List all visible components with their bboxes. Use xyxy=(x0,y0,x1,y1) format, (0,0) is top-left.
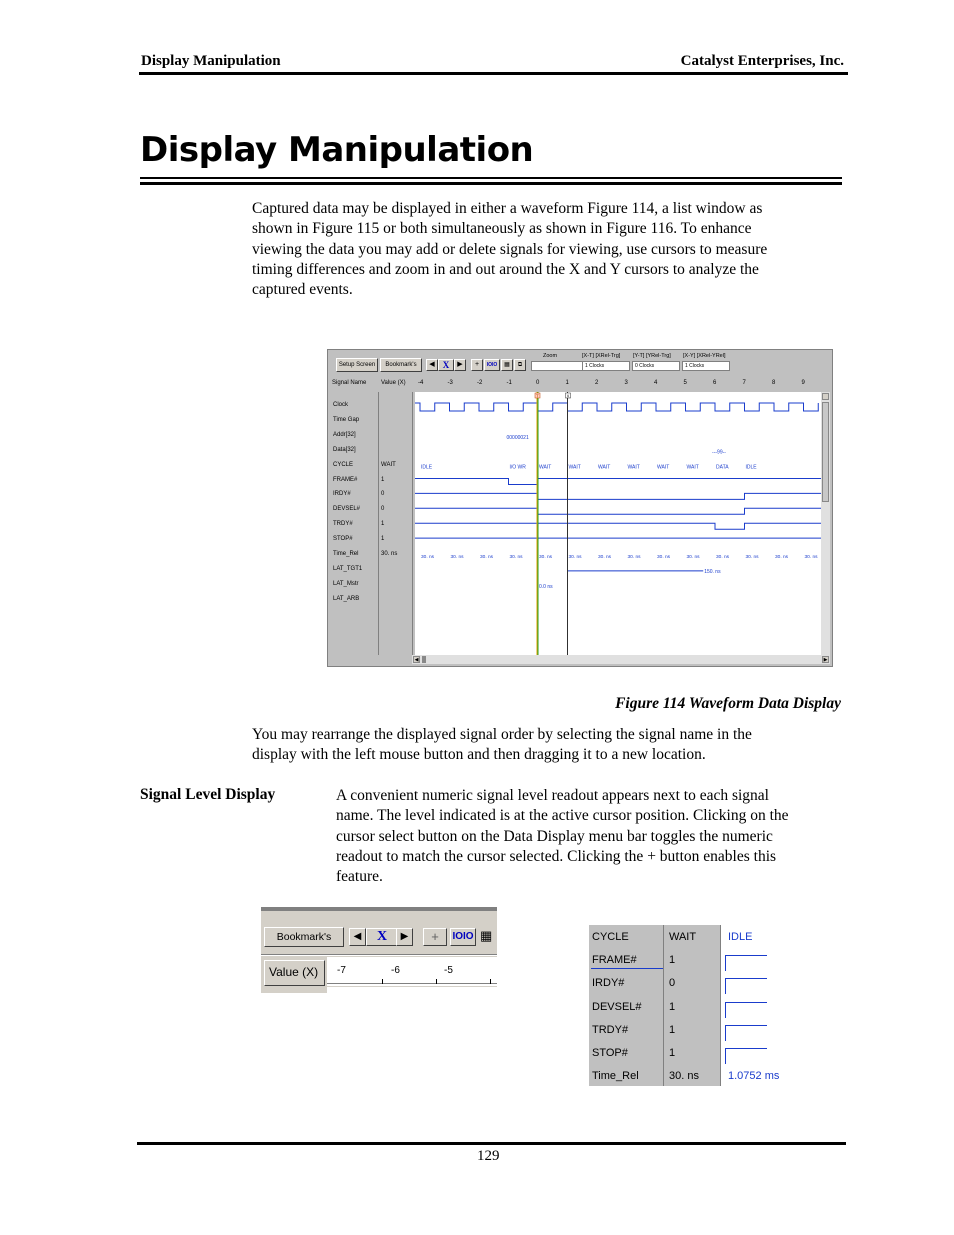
lat-tgt-label: 150. ns xyxy=(704,568,721,575)
ruler-tick: 1 xyxy=(565,380,569,386)
signal-value: 30. ns xyxy=(381,551,398,557)
waveform-plot[interactable] xyxy=(415,392,821,655)
readout-signal-name: IRDY# xyxy=(592,977,625,990)
signal-name[interactable]: STOP# xyxy=(333,536,353,543)
measure-header-yt: [Y-T] [YRel-Trg] xyxy=(633,353,671,359)
time-rel-label: 30. ns xyxy=(568,555,582,560)
readout-trace xyxy=(725,1025,767,1041)
readout-plot-label: 1.0752 ms xyxy=(728,1070,780,1083)
scroll-left-icon[interactable]: ◀ xyxy=(414,657,419,663)
signal-value: WAIT xyxy=(381,461,396,468)
section-line: cursor select button on the Data Display menu bar toggles the numeric xyxy=(336,827,773,845)
footer-rule xyxy=(137,1142,846,1145)
vertical-scrollbar[interactable] xyxy=(821,392,830,655)
cycle-label: IDLE xyxy=(745,464,757,471)
measure-yt-value: 0 Clocks xyxy=(632,361,680,371)
irdy-trace xyxy=(415,493,821,499)
readout-plot-label: IDLE xyxy=(728,931,753,943)
signal-name[interactable]: LAT_Mstr xyxy=(333,580,359,587)
header-left: Display Manipulation xyxy=(141,53,281,69)
readout-trace xyxy=(725,1002,767,1018)
grid-icon[interactable]: ▦ xyxy=(480,928,497,944)
ruler-tick: 3 xyxy=(624,380,628,386)
waveform-svg xyxy=(415,392,821,655)
next-arrow-icon[interactable]: ▶ xyxy=(454,359,466,371)
header-right: Catalyst Enterprises, Inc. xyxy=(680,53,844,69)
time-rel-label: 30. ns xyxy=(775,555,789,560)
scroll-right-icon[interactable]: ▶ xyxy=(823,657,828,663)
section-line: A convenient numeric signal level readout appears next to each signal xyxy=(336,787,769,804)
time-rel-label: 30. ns xyxy=(716,555,730,560)
value-header: Value (X) xyxy=(264,960,325,986)
cycle-label: WAIT xyxy=(627,464,640,471)
title-rule-1 xyxy=(140,177,842,179)
readout-signal-value: 1 xyxy=(669,1023,676,1036)
waveform-toolbar xyxy=(331,353,829,377)
cycle-label: WAIT xyxy=(657,464,670,471)
page-number: 129 xyxy=(477,1148,500,1164)
readout-signal-name: Time_Rel xyxy=(592,1070,639,1083)
readout-signal-value: 1 xyxy=(669,1047,676,1059)
cursor-select-button[interactable]: X xyxy=(366,928,398,946)
cycle-label: DATA xyxy=(716,464,729,471)
signal-name[interactable]: Addr[32] xyxy=(333,431,356,438)
signal-name-header: Signal Name xyxy=(332,380,367,386)
time-rel-label: 30. ns xyxy=(686,555,700,560)
rearrange-line: display with the left mouse button and then dragging it to a new location. xyxy=(252,746,706,764)
vertical-scroll-thumb[interactable] xyxy=(822,402,829,502)
x-cursor-label: X xyxy=(566,393,570,399)
readout-signal-name: STOP# xyxy=(592,1047,628,1059)
bookmarks-button[interactable]: Bookmark's xyxy=(380,358,422,372)
rearrange-paragraph xyxy=(252,725,752,766)
readout-trace xyxy=(725,955,767,971)
signal-name[interactable]: Time_Rel xyxy=(333,551,359,557)
rearrange-line: You may rearrange the displayed signal order by selecting the signal name in the xyxy=(252,726,752,743)
signal-name[interactable]: FRAME# xyxy=(333,476,358,483)
cycle-label: I/O WR xyxy=(509,464,526,471)
prev-arrow-icon[interactable]: ◀ xyxy=(349,928,366,946)
time-rel-label: 30. ns xyxy=(509,555,523,560)
signal-name[interactable]: Clock xyxy=(333,402,349,408)
addr-label: 00000021 xyxy=(506,434,529,441)
time-rel-label: 30. ns xyxy=(539,555,553,560)
ruler-tick: 8 xyxy=(772,380,776,386)
signal-value: 0 xyxy=(381,491,385,498)
ruler-tick: 6 xyxy=(713,380,717,386)
header-rule xyxy=(139,72,848,75)
ruler-tick: -2 xyxy=(477,380,483,386)
signal-name[interactable]: IRDY# xyxy=(333,491,351,498)
measure-header-xt: [X-T] [XRel-Trg] xyxy=(582,353,621,359)
signal-name[interactable]: LAT_ARB xyxy=(333,595,360,602)
section-label: Signal Level Display xyxy=(140,786,276,803)
bookmarks-button[interactable]: Bookmark's xyxy=(264,927,344,947)
value-header: Value (X) xyxy=(381,380,406,386)
value-column xyxy=(379,392,413,655)
signal-name[interactable]: Time Gap xyxy=(333,416,360,423)
waveform-window xyxy=(327,349,833,667)
next-arrow-icon[interactable]: ▶ xyxy=(396,928,413,946)
ruler-tick: 2 xyxy=(595,380,599,386)
zoom-label: Zoom xyxy=(543,353,558,359)
readout-signal-value: 30. ns xyxy=(669,1070,699,1083)
setup-screen-button[interactable]: Setup Screen xyxy=(336,358,378,372)
intro-line: timing differences and zoom in and out around the X and Y cursors to analyze the xyxy=(252,260,759,278)
trigger-cursor-label: T xyxy=(536,393,539,399)
horizontal-scroll-thumb[interactable] xyxy=(422,656,426,663)
section-paragraph xyxy=(336,786,789,887)
measure-header-xy: [X-Y] [XRel-YRel] xyxy=(683,353,726,359)
signal-name[interactable]: TRDY# xyxy=(333,521,353,528)
readout-signal-value: WAIT xyxy=(669,931,697,943)
readout-trace xyxy=(725,1048,767,1064)
prev-arrow-icon[interactable]: ◀ xyxy=(426,359,438,371)
window-icon[interactable]: ⧉ xyxy=(514,359,526,371)
signal-name[interactable]: CYCLE xyxy=(333,461,354,468)
readout-signal-name: CYCLE xyxy=(592,931,629,943)
intro-paragraph xyxy=(252,199,767,300)
readout-trace xyxy=(725,978,767,994)
add-plus-icon[interactable]: + xyxy=(423,928,447,946)
time-rel-label: 30. ns xyxy=(480,555,494,560)
readout-signal-name: DEVSEL# xyxy=(592,1000,642,1013)
zoom-select[interactable] xyxy=(531,361,583,371)
intro-line: captured events. xyxy=(252,281,353,299)
signal-name[interactable]: Data[32] xyxy=(333,446,356,453)
signal-name-column[interactable] xyxy=(331,392,379,655)
title-rule-2 xyxy=(140,182,842,185)
ruler-tick: -5 xyxy=(444,965,453,976)
time-rel-label: 30. ns xyxy=(450,555,464,560)
cycle-label: WAIT xyxy=(598,464,611,471)
readout-signal-value: 0 xyxy=(669,977,676,990)
signal-value: 1 xyxy=(381,476,385,483)
grid-icon[interactable]: ▦ xyxy=(501,359,513,371)
figure-caption: Figure 114 Waveform Data Display xyxy=(615,695,841,712)
ruler-tick: -6 xyxy=(391,965,400,976)
ruler-tick: -7 xyxy=(337,965,346,976)
add-plus-icon[interactable]: + xyxy=(471,359,483,371)
clock-trace xyxy=(415,403,818,411)
ruler-tick: -1 xyxy=(506,380,512,386)
section-line: readout to match the cursor selected. Clicking the + button enables this xyxy=(336,847,777,865)
ruler-tick: 5 xyxy=(683,380,687,386)
time-rel-label: 30. ns xyxy=(657,555,671,560)
toolbar-crop xyxy=(261,907,497,993)
ruler-tick: 7 xyxy=(742,380,746,386)
cycle-label: WAIT xyxy=(568,464,581,471)
readout-signal-name: FRAME# xyxy=(592,954,637,967)
signal-value: 1 xyxy=(381,536,385,543)
ruler-tick: -3 xyxy=(447,380,453,386)
readout-signal-value: 1 xyxy=(669,1000,676,1013)
data-label: ---99-- xyxy=(712,449,726,456)
time-rel-label: 30. ns xyxy=(804,555,818,560)
devsel-trace xyxy=(415,508,821,514)
lat-mstr-label: 0.0 ns xyxy=(539,583,553,590)
time-ruler xyxy=(327,957,497,986)
signal-name[interactable]: DEVSEL# xyxy=(333,506,361,513)
numeric-readout-icon[interactable]: IOIO xyxy=(484,359,500,371)
measure-xy-value: 1 Clocks xyxy=(682,361,730,371)
ruler-tick: 0 xyxy=(536,380,540,386)
cycle-label: IDLE xyxy=(421,464,433,471)
cursor-select-button[interactable]: X xyxy=(438,359,454,371)
time-rel-label: 30. ns xyxy=(627,555,641,560)
intro-line: Captured data may be displayed in either a waveform Figure 114, a list window as xyxy=(252,200,763,217)
readout-signal-value: 1 xyxy=(669,954,676,967)
numeric-readout-icon[interactable]: IOIO xyxy=(450,928,476,946)
page-title: Display Manipulation xyxy=(140,130,534,170)
trdy-trace xyxy=(415,523,821,529)
ruler-tick: 4 xyxy=(654,380,658,386)
horizontal-scrollbar[interactable] xyxy=(412,655,830,664)
drag-indicator xyxy=(591,968,663,969)
ruler-tick: 9 xyxy=(801,380,805,386)
signal-value: 0 xyxy=(381,506,385,513)
signal-readout-crop xyxy=(589,925,780,1086)
time-rel-label: 30. ns xyxy=(745,555,759,560)
section-line: name. The level indicated is at the active cursor position. Clicking on the xyxy=(336,807,789,825)
cycle-label: WAIT xyxy=(539,464,552,471)
intro-line: viewing the data you may add or delete signals for viewing, use cursors to measure xyxy=(252,240,768,258)
measure-xt-value: 1 Clocks xyxy=(582,361,630,371)
cycle-label: WAIT xyxy=(686,464,699,471)
readout-signal-name: TRDY# xyxy=(592,1023,629,1036)
frame-trace xyxy=(415,479,821,485)
time-rel-label: 30. ns xyxy=(421,555,435,560)
time-rel-label: 30. ns xyxy=(598,555,612,560)
ruler-tick: -4 xyxy=(418,380,424,386)
intro-line: shown in Figure 115 or both simultaneously as shown in Figure 116. To enhance xyxy=(252,220,752,238)
section-line: feature. xyxy=(336,868,383,886)
signal-value: 1 xyxy=(381,521,385,528)
signal-name[interactable]: LAT_TGT1 xyxy=(333,565,363,572)
